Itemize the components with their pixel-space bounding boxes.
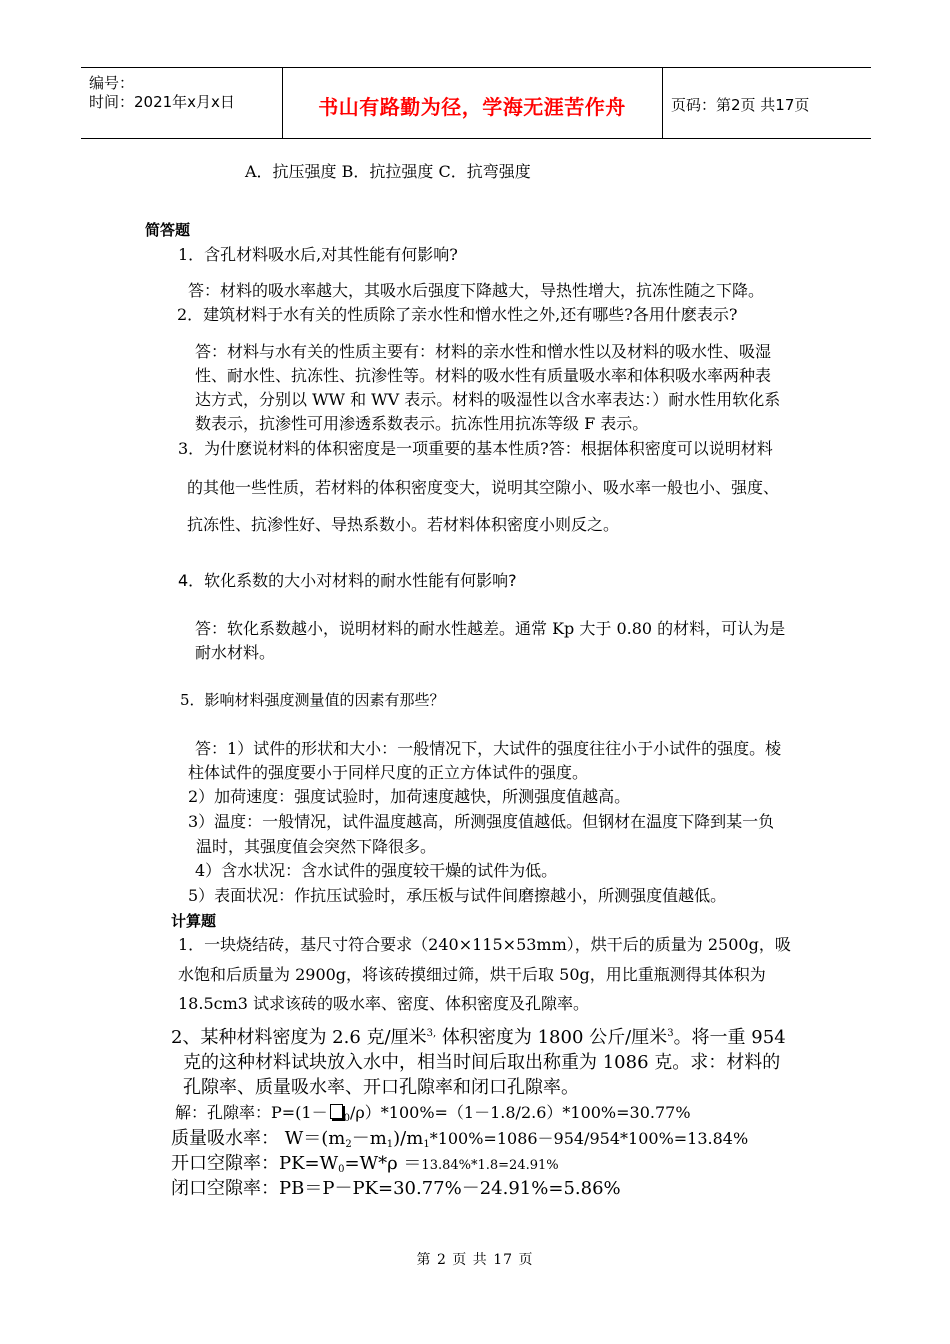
calc-q2-text-c: 。将一重 954 bbox=[673, 1027, 786, 1048]
answer-2-line-1: 答：材料与水有关的性质主要有：材料的亲水性和憎水性以及材料的吸水性、吸湿 bbox=[195, 342, 772, 361]
answer-5-line-4: 3）温度：一般情况，试件温度越高，所测强度值越低。但钢材在温度下降到某一负 bbox=[188, 812, 775, 831]
calc-question-1-line-3: 18.5cm3 试求该砖的吸水率、密度、体积密度及孔隙率。 bbox=[178, 994, 590, 1013]
solution-3-text-b: =W*ρ ＝ bbox=[344, 1153, 422, 1174]
answer-1: 答：材料的吸水率越大，其吸水后强度下降越大，导热性增大，抗冻性随之下降。 bbox=[188, 281, 765, 300]
question-5: 5．影响材料强度测量值的因素有那些？ bbox=[180, 691, 445, 709]
solution-2-sub-3: 1 bbox=[423, 1139, 430, 1150]
question-2: 2．建筑材料于水有关的性质除了亲水性和憎水性之外,还有哪些?各用什麽表示? bbox=[177, 305, 738, 324]
solution-2-text-b: －m bbox=[351, 1128, 387, 1149]
answer-5-line-5: 温时，其强度值会突然下降很多。 bbox=[196, 837, 437, 856]
rho-box-icon bbox=[330, 1104, 343, 1119]
solution-1-sub: 0 bbox=[343, 1113, 350, 1124]
calc-q2-text-a: 2、某种材料密度为 2.6 克/厘米 bbox=[171, 1027, 427, 1048]
question-options: A．抗压强度 B．抗拉强度 C．抗弯强度 bbox=[245, 162, 531, 181]
question-3-line-1: 3．为什麽说材料的体积密度是一项重要的基本性质?答：根据体积密度可以说明材料 bbox=[178, 439, 773, 458]
solution-line-4: 闭口空隙率：PB＝P－PK=30.77%－24.91%=5.86% bbox=[171, 1178, 621, 1199]
answer-5-line-6: 4）含水状况：含水试件的强度较干燥的试件为低。 bbox=[195, 861, 558, 880]
header-number: 编号： bbox=[89, 74, 135, 92]
solution-line-3 bbox=[171, 1149, 559, 1175]
answer-2-line-3: 达方式，分别以 WW 和 WV 表示。材料的吸湿性以含水率表达：）耐水性用软化系 bbox=[195, 390, 781, 409]
answer-5-line-7: 5）表面状况：作抗压试验时，承压板与试件间磨擦越小，所测强度值越低。 bbox=[188, 886, 727, 905]
calc-question-1-line-1: 1．一块烧结砖，基尺寸符合要求（240×115×53mm），烘干后的质量为 2500g，吸 bbox=[178, 935, 791, 954]
answer-2-line-2: 性、耐水性、抗冻性、抗渗性等。材料的吸水性有质量吸水率和体积吸水率两种表 bbox=[195, 366, 772, 385]
solution-line-2 bbox=[171, 1124, 748, 1150]
calc-q2-sup-1: 3, bbox=[426, 1028, 437, 1039]
question-3-line-2: 的其他一些性质，若材料的体积密度变大，说明其空隙小、吸水率一般也小、强度、 bbox=[187, 478, 780, 497]
page-header bbox=[81, 67, 871, 139]
header-page: 页码：第2页 共17页 bbox=[671, 96, 810, 114]
page-footer: 第 2 页 共 17 页 bbox=[416, 1252, 534, 1268]
section-heading-calculation: 计算题 bbox=[171, 912, 217, 930]
solution-2-sub-1: 2 bbox=[345, 1139, 352, 1150]
solution-2-sub-2: 1 bbox=[386, 1139, 394, 1150]
question-4: 4．软化系数的大小对材料的耐水性能有何影响? bbox=[178, 571, 517, 590]
header-time: 时间：2021年x月x日 bbox=[89, 93, 235, 111]
calc-q2-text-b: 体积密度为 1800 公斤/厘米 bbox=[436, 1027, 668, 1048]
calc-question-1-line-2: 水饱和后质量为 2900g，将该砖摸细过筛，烘干后取 50g，用比重瓶测得其体积为 bbox=[178, 965, 766, 984]
answer-5-line-1: 答：1）试件的形状和大小：一般情况下，大试件的强度往往小于小试件的强度。棱 bbox=[195, 739, 782, 758]
answer-4-line-1 bbox=[195, 616, 785, 639]
solution-1-text-a: 解：孔隙率：P=(1－ bbox=[175, 1103, 328, 1122]
question-3-line-3: 抗冻性、抗渗性好、导热系数小。若材料体积密度小则反之。 bbox=[187, 515, 620, 534]
calc-question-2-line-3: 孔隙率、质量吸水率、开口孔隙率和闭口孔隙率。 bbox=[183, 1077, 579, 1098]
header-motto: 书山有路勤为径，学海无涯苦作舟 bbox=[318, 95, 626, 119]
question-1: 1．含孔材料吸水后,对其性能有何影响? bbox=[178, 245, 458, 264]
answer-4-line-2: 耐水材料。 bbox=[195, 643, 276, 662]
solution-2-text-d: *100%=1086－954/954*100%=13.84% bbox=[429, 1129, 749, 1148]
solution-line-1 bbox=[175, 1100, 691, 1124]
solution-1-text-b: /ρ）*100%=（1－1.8/2.6）*100%=30.77% bbox=[349, 1103, 691, 1122]
header-divider-right bbox=[662, 68, 663, 138]
calc-question-2-line-2: 克的这种材料试块放入水中，相当时间后取出称重为 1086 克。求：材料的 bbox=[183, 1052, 781, 1073]
section-heading-short-answer: 简答题 bbox=[145, 221, 191, 239]
solution-2-text-a: 质量吸水率： W＝(m bbox=[171, 1128, 346, 1149]
calc-question-2-line-1 bbox=[171, 1023, 786, 1049]
calc-q2-sup-2: 3 bbox=[667, 1028, 674, 1039]
solution-3-sub: 0 bbox=[338, 1164, 345, 1175]
answer-4-text: ：软化系数越小，说明材料的耐水性越差。通常 Kp 大于 0.80 的材料，可认为是 bbox=[211, 619, 786, 638]
answer-4-prefix: 答 bbox=[195, 619, 212, 638]
solution-3-text-a: 开口空隙率：PK=W bbox=[171, 1153, 339, 1174]
answer-2-line-4: 数表示，抗渗性可用渗透系数表示。抗冻性用抗冻等级 F 表示。 bbox=[195, 414, 649, 433]
solution-2-text-c: )/m bbox=[393, 1128, 424, 1149]
solution-3-small: 13.84%*1.8=24.91% bbox=[421, 1158, 559, 1173]
answer-5-line-3: 2）加荷速度：强度试验时，加荷速度越快，所测强度值越高。 bbox=[188, 787, 631, 806]
answer-5-line-2: 柱体试件的强度要小于同样尺度的正立方体试件的强度。 bbox=[188, 763, 589, 782]
